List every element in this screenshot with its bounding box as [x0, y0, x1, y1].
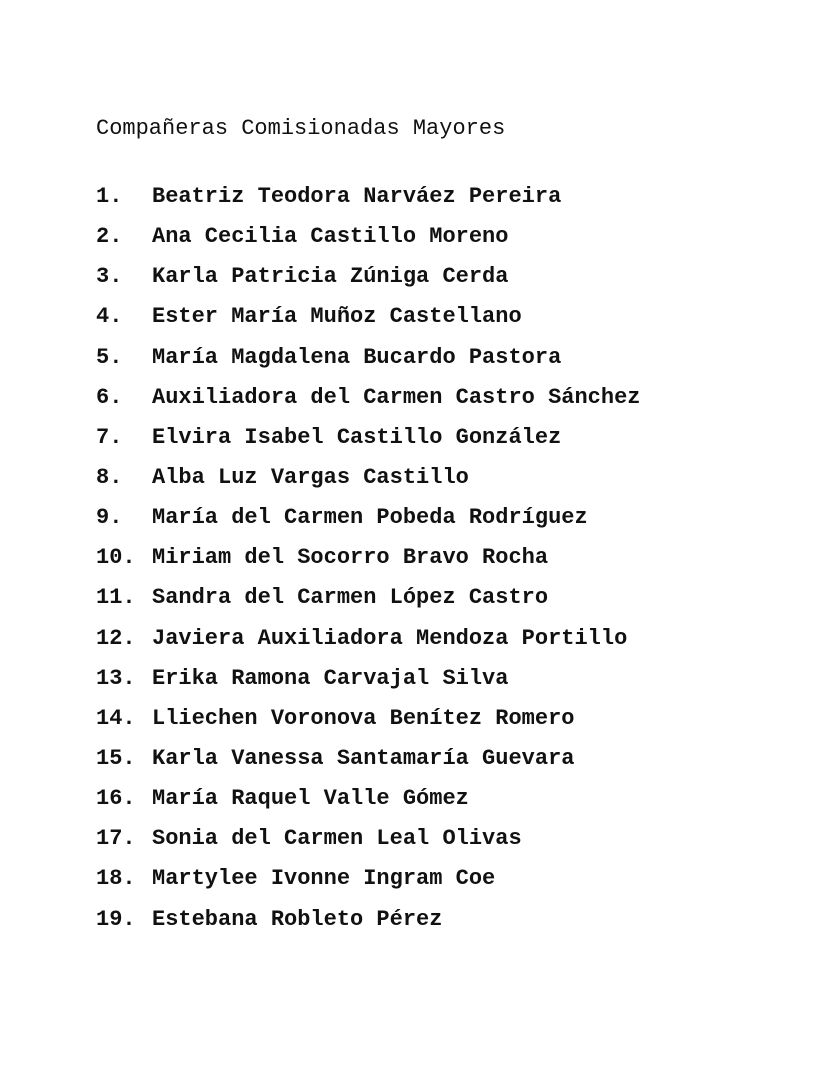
list-item — [96, 264, 640, 304]
list-item — [96, 907, 640, 947]
list-item-name: María Raquel Valle Gómez — [152, 786, 469, 812]
list-item-number: 16. — [96, 786, 136, 812]
list-item-number: 3. — [96, 264, 123, 290]
list-item-number: 5. — [96, 344, 123, 370]
list-item — [96, 826, 640, 866]
list-item-name: Erika Ramona Carvajal Silva — [152, 665, 509, 691]
list-item-number: 7. — [96, 424, 123, 450]
document-title: Compañeras Comisionadas Mayores — [96, 116, 506, 141]
list-item — [96, 184, 640, 224]
list-item-name: Lliechen Voronova Benítez Romero — [152, 705, 575, 731]
list-item-number: 14. — [96, 705, 136, 731]
list-item — [96, 465, 640, 505]
list-item-name: Miriam del Socorro Bravo Rocha — [152, 545, 549, 571]
list-item-name: Ana Cecilia Castillo Moreno — [152, 224, 509, 250]
list-item — [96, 345, 640, 385]
list-item — [96, 866, 640, 906]
list-item-number: 8. — [96, 464, 123, 490]
list-item-number: 17. — [96, 826, 136, 852]
list-item-name: María Magdalena Bucardo Pastora — [152, 344, 562, 370]
list-item-name: Elvira Isabel Castillo González — [152, 424, 562, 450]
list-item-name: Sonia del Carmen Leal Olivas — [152, 826, 522, 852]
list-item-number: 2. — [96, 224, 123, 250]
list-item-name: Karla Vanessa Santamaría Guevara — [152, 745, 575, 771]
list-item — [96, 666, 640, 706]
list-item — [96, 224, 640, 264]
list-item-number: 18. — [96, 866, 136, 892]
list-item-name: Ester María Muñoz Castellano — [152, 304, 522, 330]
list-item-number: 19. — [96, 906, 136, 932]
list-item — [96, 425, 640, 465]
list-item-name: Karla Patricia Zúniga Cerda — [152, 264, 509, 290]
list-item-name: Auxiliadora del Carmen Castro Sánchez — [152, 384, 641, 410]
list-item-name: Alba Luz Vargas Castillo — [152, 464, 469, 490]
list-item-number: 6. — [96, 384, 123, 410]
list-item — [96, 626, 640, 666]
list-item-number: 13. — [96, 665, 136, 691]
list-item — [96, 585, 640, 625]
list-item-number: 10. — [96, 545, 136, 571]
list-item-number: 9. — [96, 505, 123, 531]
list-item-number: 15. — [96, 745, 136, 771]
list-item — [96, 304, 640, 344]
list-item — [96, 746, 640, 786]
list-item-number: 1. — [96, 184, 123, 209]
list-item — [96, 786, 640, 826]
list-item-name: Estebana Robleto Pérez — [152, 906, 443, 932]
list-item-name: Martylee Ivonne Ingram Coe — [152, 866, 496, 892]
list-item-name: María del Carmen Pobeda Rodríguez — [152, 505, 588, 531]
list-item — [96, 505, 640, 545]
list-item-name: Beatriz Teodora Narváez Pereira — [152, 184, 562, 209]
list-item-name: Sandra del Carmen López Castro — [152, 585, 549, 611]
list-item-number: 4. — [96, 304, 123, 330]
name-list — [96, 184, 640, 947]
list-item-number: 11. — [96, 585, 136, 611]
list-item — [96, 706, 640, 746]
list-item-name: Javiera Auxiliadora Mendoza Portillo — [152, 625, 628, 651]
list-item-number: 12. — [96, 625, 136, 651]
list-item — [96, 545, 640, 585]
list-item — [96, 385, 640, 425]
